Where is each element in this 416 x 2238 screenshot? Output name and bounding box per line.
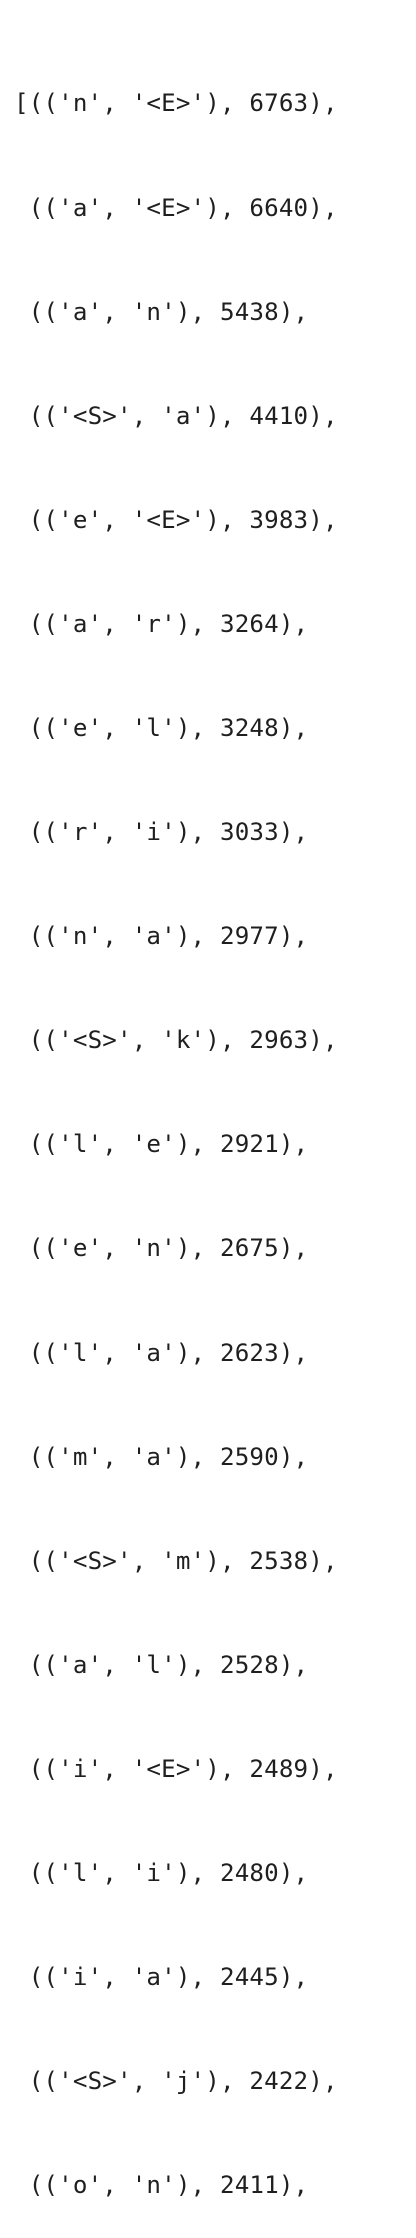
output-line-text: (('<S>', 'a'), 4410), [28,401,338,430]
output-line [0,503,416,538]
output-line-text: (('<S>', 'm'), 2538), [28,1546,338,1575]
output-line [0,1960,416,1995]
output-line [0,1023,416,1058]
output-line [0,1752,416,1787]
output-line-text: (('r', 'i'), 3033), [28,818,309,847]
output-line-text: (('a', 'r'), 3264), [28,609,309,638]
output-line [0,1856,416,1891]
output-line [0,295,416,330]
output-line-text: (('i', '<E>'), 2489), [28,1754,338,1783]
output-line [0,919,416,954]
output-line [0,86,416,121]
output-line [0,1127,416,1162]
output-line-text: (('l', 'a'), 2623), [28,1338,309,1367]
output-line [0,2064,416,2099]
output-line-text: (('i', 'a'), 2445), [28,1963,309,1992]
output-line-text: (('m', 'a'), 2590), [28,1442,309,1471]
output-line-text: (('<S>', 'k'), 2963), [28,1026,338,1055]
output-line [0,1231,416,1266]
output-line [0,2168,416,2203]
output-line-text: [(('n', '<E>'), 6763), [14,89,338,118]
output-line-text: (('a', 'l'), 2528), [28,1650,309,1679]
output-line [0,1336,416,1371]
output-line-text: (('e', '<E>'), 3983), [28,505,338,534]
output-line-text: (('a', '<E>'), 6640), [28,193,338,222]
output-line [0,711,416,746]
output-line [0,1440,416,1475]
output-line-text: (('a', 'n'), 5438), [28,297,309,326]
output-line [0,607,416,642]
output-line [0,815,416,850]
output-line [0,399,416,434]
output-line-text: (('n', 'a'), 2977), [28,922,309,951]
output-line-text: (('e', 'l'), 3248), [28,713,309,742]
output-line-text: (('o', 'n'), 2411), [28,2171,309,2200]
output-line [0,1544,416,1579]
output-line-text: (('l', 'e'), 2921), [28,1130,309,1159]
output-line-text: (('e', 'n'), 2675), [28,1234,309,1263]
output-line-text: (('l', 'i'), 2480), [28,1859,309,1887]
output-line-text: (('<S>', 'j'), 2422), [28,2067,338,2096]
output-line [0,1648,416,1683]
output-line [0,191,416,226]
cell-output [0,17,416,2238]
